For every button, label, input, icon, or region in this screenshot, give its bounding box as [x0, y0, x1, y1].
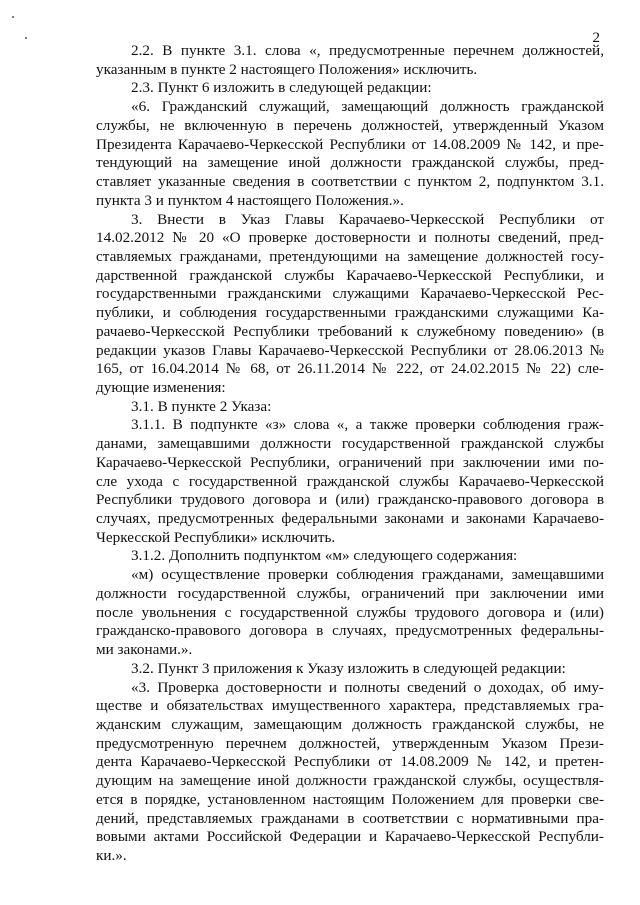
text-line: государственными гражданскими служащими Карачаево-Черкесской Рес-: [96, 285, 604, 303]
scan-speck: [25, 37, 27, 39]
text-line: ми законами.».: [96, 641, 193, 658]
text-line: 3.1.2. Дополнить подпунктом «м» следующего содержания:: [131, 547, 518, 565]
text-line: «6. Гражданский служащий, замещающий должность гражданской: [131, 98, 604, 116]
text-line: 3.1. В пункте 2 Указа:: [131, 397, 272, 415]
text-line: ки.».: [96, 847, 127, 864]
text-line: 2.3. Пункт 6 изложить в следующей редакции:: [131, 79, 432, 97]
text-line: 3.1.1. В подпункте «з» слова «, а также проверки соблюдения граж-: [131, 416, 604, 434]
text-line: Президента Карачаево-Черкесской Республики от 14.08.2009 № 142, и пре-: [96, 135, 604, 153]
text-line: ставляемых гражданами, претендующими на замещение должностей госу-: [96, 247, 604, 265]
text-line: службы, не включенную в перечень должностей, утвержденный Указом: [96, 116, 604, 134]
text-line: дента Карачаево-Черкесской Республики от 14.08.2009 № 142, и претен-: [96, 753, 604, 771]
page-number: 2: [592, 30, 600, 46]
text-line: после увольнения с государственной службы трудового договора и (или): [96, 603, 604, 621]
text-line: должности государственной службы, ограничений при заключении ими: [96, 584, 604, 602]
text-line: 165, от 16.04.2014 № 68, от 26.11.2014 № 222, от 24.02.2015 № 22) сле-: [96, 360, 604, 378]
text-line: пункта 3 и пунктом 4 настоящего Положения.».: [96, 191, 404, 209]
text-line: дующие изменения:: [96, 379, 226, 396]
text-line: 2.2. В пункте 3.1. слова «, предусмотренные перечнем должностей,: [131, 42, 604, 59]
text-line: предусмотренную перечнем должностей, утвержденным Указом Прези-: [96, 734, 604, 752]
text-line: Республики трудового договора и (или) гражданско-правового договора в: [96, 491, 604, 509]
text-line: 3. Внести в Указ Главы Карачаево-Черкесской Республики от: [131, 210, 604, 228]
text-line: вовыми актами Российской Федерации и Карачаево-Черкесской Республи-: [96, 828, 604, 846]
text-line: гражданско-правового договора в случаях, предусмотренных федеральны-: [96, 622, 604, 640]
text-line: «м) осуществление проверки соблюдения гражданами, замещавшими: [131, 566, 604, 584]
text-line: Черкесской Республики» исключить.: [96, 528, 336, 546]
text-line: публики, и соблюдения государственными гражданскими служащими Ка-: [96, 304, 604, 322]
text-line: 14.02.2012 № 20 «О проверке достоверности и полноты сведений, пред-: [96, 229, 604, 247]
text-line: 3.2. Пункт 3 приложения к Указу изложить в следующей редакции:: [131, 659, 566, 677]
text-line: сле ухода с государственной гражданской службы Карачаево-Черкесской: [96, 472, 604, 490]
text-line: данами, замещавшими должности государственной гражданской службы: [96, 435, 604, 453]
text-line: жданским служащим, замещающим должность гражданской службы, не: [96, 715, 604, 733]
text-line: ставляет указанные сведения в соответствии с пунктом 2, подпунктом 3.1.: [96, 173, 604, 190]
text-line: редакции указов Главы Карачаево-Черкесской Республики от 28.06.2013 №: [96, 341, 604, 359]
text-line: дений, представляемых гражданами в соответствии с нормативными пра-: [96, 809, 604, 827]
text-line: ется в порядке, установленном настоящим Положением для проверки све-: [96, 790, 604, 808]
scan-speck: [12, 16, 14, 18]
text-line: случаях, предусмотренных федеральными законами и законами Карачаево-: [96, 510, 604, 527]
text-line: указанным в пункте 2 настоящего Положения» исключить.: [96, 60, 478, 78]
text-line: ществе и обязательствах имущественного характера, представляемых гра-: [96, 697, 604, 715]
text-line: дарственной гражданской службы Карачаево-Черкесской Республики, и: [96, 266, 604, 284]
text-line: тендующий на замещение иной должности гражданской службы, пред-: [96, 154, 604, 172]
text-line: дующим на замещение иной должности гражданской службы, осуществля-: [96, 772, 604, 790]
text-line: «3. Проверка достоверности и полноты сведений о доходах, об иму-: [131, 678, 604, 696]
text-line: рачаево-Черкесской Республики требований к служебному поведению» (в: [96, 322, 604, 340]
text-line: Карачаево-Черкесской Республики, ограничений при заключении ими по-: [96, 453, 604, 471]
